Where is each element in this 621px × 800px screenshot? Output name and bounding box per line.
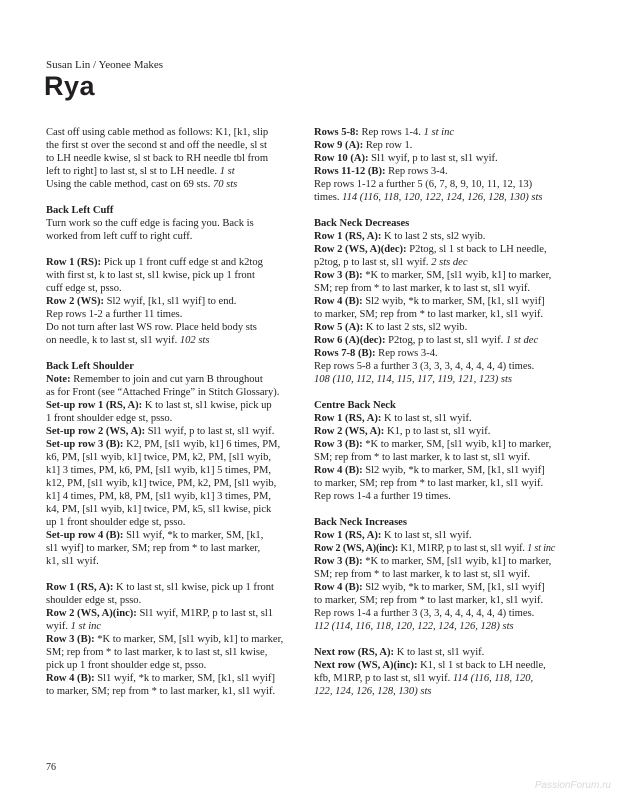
text-run: worked from left cuff to right cuff. [46, 231, 193, 242]
text-line [314, 321, 584, 334]
text-run: cuff edge st, psso. [46, 283, 122, 294]
paragraph-gap [46, 191, 296, 204]
text-run: with first st, k to last st, sl1 kwise, pick up 1 front [46, 270, 255, 281]
instruction-paragraph [46, 126, 296, 191]
text-run: Do not turn after last WS row. Place held body sts [46, 322, 257, 333]
row-label: Next row (RS, A): [314, 647, 397, 658]
text-run: Sl2 wyib, *k to marker, SM, [k1, sl1 wyif] [365, 296, 545, 307]
text-line [314, 152, 584, 165]
text-line [46, 555, 296, 568]
text-run: on needle, k to last st, sl1 wyif. [46, 335, 180, 346]
text-line [314, 230, 584, 243]
text-run: SM; rep from * to last marker, k to last st, sl1 wyif. [314, 569, 531, 580]
text-run: shoulder edge st, psso. [46, 595, 142, 606]
instruction-paragraph [314, 529, 584, 633]
instruction-paragraph [46, 373, 296, 568]
row-label: Row 2 (WS, A): [314, 426, 387, 437]
row-label: Row 1 (RS, A): [314, 231, 385, 242]
text-line [314, 191, 584, 204]
text-line [46, 477, 296, 490]
text-line [314, 425, 584, 438]
row-label: Row 4 (B): [314, 465, 366, 476]
text-line [46, 230, 296, 243]
text-run: K to last st, sl1 kwise, pick up 1 front [116, 582, 274, 593]
text-line [314, 451, 584, 464]
text-run: Sl2 wyib, *k to marker, SM, [k1, sl1 wyif] [365, 465, 545, 476]
text-run: K to last st, sl1 wyif. [384, 413, 472, 424]
text-run: Sl1 wyif, *k to marker, SM, [k1, [126, 530, 264, 541]
text-run: K to last st, sl1 wyif. [384, 530, 472, 541]
row-label: Set-up row 1 (RS, A): [46, 400, 145, 411]
text-run: to marker, SM; rep from * to last marker, k1, sl1 wyif. [314, 309, 544, 320]
row-label: Row 4 (B): [46, 673, 98, 684]
text-run: *K to marker, SM, [sl1 wyib, k1] to marker, [365, 270, 552, 281]
stitch-count: 102 sts [179, 335, 210, 346]
text-run: SM; rep from * to last marker, k to last st, sl1 wyif. [314, 452, 531, 463]
page-number: 76 [46, 762, 56, 773]
text-run: P2tog, p to last st, sl1 wyif. [388, 335, 506, 346]
text-run: Rep rows 1-4. [361, 127, 424, 138]
text-line [314, 477, 584, 490]
text-line [46, 256, 296, 269]
text-line [46, 594, 296, 607]
row-label: Set-up row 2 (WS, A): [46, 426, 148, 437]
text-line [314, 256, 584, 269]
row-label: Row 3 (B): [314, 439, 366, 450]
section-heading: Back Left Cuff [46, 205, 114, 216]
paragraph-gap [314, 204, 584, 217]
text-run: Rep rows 5-8 a further 3 (3, 3, 3, 4, 4, 4, 4, 4) times. [314, 361, 535, 372]
text-line [46, 633, 296, 646]
text-run: K1, sl 1 st back to LH needle, [420, 660, 546, 671]
text-run: K to last 2 sts, sl2 wyib. [365, 322, 468, 333]
stitch-count: 122, 124, 126, 128, 130) sts [314, 686, 432, 697]
text-line [314, 139, 584, 152]
text-run: k4, PM, [sl1 wyib, k1] twice, PM, k5, sl1 kwise, pick [46, 504, 272, 515]
right-column [314, 126, 584, 698]
text-line [46, 672, 296, 685]
stitch-count: 114 (116, 118, 120, [452, 673, 534, 684]
text-line [46, 646, 296, 659]
row-label: Row 2 (WS, A)(inc): [46, 608, 140, 619]
text-line [46, 178, 296, 191]
text-line [46, 542, 296, 555]
text-run: *K to marker, SM, [sl1 wyib, k1] to marker, [97, 634, 284, 645]
text-line [46, 503, 296, 516]
stitch-count: 1 st dec [505, 335, 539, 346]
text-line [46, 269, 296, 282]
text-line [314, 295, 584, 308]
text-line [314, 555, 584, 568]
text-run: k6, PM, [sl1 wyib, k1] twice, PM, k2, PM, [sl1 wyib, [46, 452, 272, 463]
row-label: Set-up row 3 (B): [46, 439, 127, 450]
section-heading: Back Neck Increases [314, 517, 407, 528]
left-column [46, 126, 296, 698]
text-run: to LH needle kwise, sl st back to RH needle tbl from [46, 153, 269, 164]
text-line [314, 568, 584, 581]
row-label: Next row (WS, A)(inc): [314, 660, 421, 671]
text-run: Turn work so the cuff edge is facing you. Back is [46, 218, 254, 229]
text-line [46, 217, 296, 230]
text-run: k1, sl1 wyif. [46, 556, 99, 567]
text-run: times. [314, 192, 343, 203]
paragraph-gap [46, 568, 296, 581]
row-label: Row 2 (WS, A)(inc): [314, 543, 401, 554]
text-run: K to last 2 sts, sl2 wyib. [384, 231, 486, 242]
text-line [46, 490, 296, 503]
text-run: k1] 3 times, PM, k6, PM, [sl1 wyib, k1] 5 times, PM, [46, 465, 272, 476]
text-run: Sl2 wyib, *k to marker, SM, [k1, sl1 wyif] [365, 582, 545, 593]
stitch-count: 1 st inc [423, 127, 455, 138]
row-label: Note: [46, 374, 74, 385]
text-run: Sl2 wyif, [k1, sl1 wyif] to end. [106, 296, 237, 307]
instruction-paragraph [46, 256, 296, 347]
text-line [46, 425, 296, 438]
section-heading: Centre Back Neck [314, 400, 396, 411]
text-line [314, 490, 584, 503]
row-label: Row 2 (WS): [46, 296, 107, 307]
text-run: Sl1 wyif, p to last st, sl1 wyif. [371, 153, 498, 164]
text-line [46, 139, 296, 152]
text-line [314, 360, 584, 373]
row-label: Rows 7-8 (B): [314, 348, 379, 359]
text-run: Sl1 wyif, p to last st, sl1 wyif. [147, 426, 275, 437]
text-run: Rep rows 1-4 a further 3 (3, 3, 4, 4, 4, 4, 4, 4) times. [314, 608, 535, 619]
instruction-paragraph [46, 217, 296, 243]
text-run: Rep rows 3-4. [378, 348, 438, 359]
text-run: K1, M1RP, p to last st, sl1 wyif. [400, 543, 528, 554]
row-label: Row 4 (B): [314, 296, 366, 307]
row-label: Row 3 (B): [46, 634, 98, 645]
text-run: *K to marker, SM, [sl1 wyib, k1] to marker, [365, 556, 552, 567]
text-line [314, 646, 584, 659]
row-label: Row 10 (A): [314, 153, 372, 164]
text-run: SM; rep from * to last marker, k to last st, sl1 kwise, [46, 647, 268, 658]
row-label: Row 3 (B): [314, 270, 366, 281]
stitch-count: 108 (110, 112, 114, 115, 117, 119, 121, 123) sts [314, 374, 513, 385]
instruction-paragraph [314, 230, 584, 386]
text-line [314, 269, 584, 282]
text-line [46, 685, 296, 698]
text-run: K to last st, sl1 wyif. [396, 647, 485, 658]
text-line [46, 529, 296, 542]
text-run: Rep rows 1-12 a further 5 (6, 7, 8, 9, 10, 11, 12, 13) [314, 179, 533, 190]
text-line [314, 438, 584, 451]
text-run: K to last st, sl1 kwise, pick up [144, 400, 272, 411]
text-run: to marker, SM; rep from * to last marker, k1, sl1 wyif. [46, 686, 276, 697]
row-label: Row 5 (A): [314, 322, 366, 333]
section-heading: Back Neck Decreases [314, 218, 410, 229]
text-run: the first st over the second st and off the needle, sl st [46, 140, 267, 151]
text-run: Rep rows 1-2 a further 11 times. [46, 309, 183, 320]
text-run: K1, p to last st, sl1 wyif. [386, 426, 491, 437]
text-run: Rep row 1. [365, 140, 413, 151]
text-run: k12, PM, [sl1 wyib, k1] twice, PM, k2, PM, [sl1 wyib, [46, 478, 277, 489]
text-line [314, 165, 584, 178]
text-line [46, 659, 296, 672]
text-line [46, 620, 296, 633]
text-run: Sl1 wyif, M1RP, p to last st, sl1 [139, 608, 274, 619]
text-line [46, 295, 296, 308]
text-line [46, 386, 296, 399]
row-label: Row 9 (A): [314, 140, 366, 151]
text-line [314, 659, 584, 672]
text-line [46, 451, 296, 464]
text-run: up 1 front shoulder edge st, psso. [46, 517, 186, 528]
instruction-paragraph [314, 646, 584, 698]
text-line [314, 529, 584, 542]
row-label: Rows 5-8: [314, 127, 362, 138]
text-line [46, 152, 296, 165]
page-title: Rya [44, 71, 96, 101]
text-line [46, 334, 296, 347]
text-line [46, 399, 296, 412]
stitch-count: 1 st inc [527, 543, 556, 554]
row-label: Row 4 (B): [314, 582, 366, 593]
text-line [314, 412, 584, 425]
paragraph-gap [46, 243, 296, 256]
text-run: K2, PM, [sl1 wyib, k1] 6 times, PM, [126, 439, 281, 450]
text-line [314, 672, 584, 685]
row-label: Row 3 (B): [314, 556, 366, 567]
text-line [46, 464, 296, 477]
row-label: Row 2 (WS, A)(dec): [314, 244, 410, 255]
paragraph-gap [314, 633, 584, 646]
text-line [314, 607, 584, 620]
row-label: Row 1 (RS): [46, 257, 104, 268]
text-line [46, 412, 296, 425]
stitch-count: 114 (116, 118, 120, 122, 124, 126, 128, 130) sts [342, 192, 543, 203]
stitch-count: 112 (114, 116, 118, 120, 122, 124, 126, 128) sts [314, 621, 514, 632]
text-line [314, 581, 584, 594]
text-line [314, 282, 584, 295]
instruction-paragraph [46, 581, 296, 698]
row-label: Row 6 (A)(dec): [314, 335, 389, 346]
instruction-paragraph [314, 126, 584, 204]
text-run: Remember to join and cut yarn B throughout [73, 374, 263, 385]
text-line [314, 464, 584, 477]
text-run: left to right] to last st, sl st to LH needle. [46, 166, 220, 177]
text-run: Using the cable method, cast on 69 sts. [46, 179, 213, 190]
text-run: SM; rep from * to last marker, k to last st, sl1 wyif. [314, 283, 531, 294]
text-run: 1 front shoulder edge st, psso. [46, 413, 173, 424]
stitch-count: 1 st inc [70, 621, 102, 632]
text-run: to marker, SM; rep from * to last marker, k1, sl1 wyif. [314, 478, 544, 489]
section-heading: Back Left Shoulder [46, 361, 134, 372]
instruction-paragraph [314, 412, 584, 503]
text-line [314, 178, 584, 191]
text-line [314, 126, 584, 139]
text-run: P2tog, sl 1 st back to LH needle, [409, 244, 547, 255]
text-line [314, 542, 584, 555]
text-run: to marker, SM; rep from * to last marker, k1, sl1 wyif. [314, 595, 544, 606]
text-line [314, 347, 584, 360]
text-run: Rep rows 3-4. [388, 166, 448, 177]
text-line [46, 126, 296, 139]
text-run: sl1 wyif] to marker, SM; rep from * to last marker, [46, 543, 261, 554]
text-line [314, 685, 584, 698]
text-run: Cast off using cable method as follows: K1, [k1, slip [46, 127, 269, 138]
page-header: Susan Lin / Yeonee Makes [46, 59, 164, 71]
text-line [46, 516, 296, 529]
paragraph-gap [314, 503, 584, 516]
row-label: Row 1 (RS, A): [314, 530, 385, 541]
text-run: p2tog, p to last st, sl1 wyif. [314, 257, 432, 268]
text-line [314, 620, 584, 633]
text-run: k1] 4 times, PM, k8, PM, [sl1 wyib, k1] 3 times, PM, [46, 491, 272, 502]
row-label: Row 1 (RS, A): [314, 413, 385, 424]
text-line [314, 243, 584, 256]
text-line [46, 581, 296, 594]
text-line [46, 607, 296, 620]
text-line [46, 282, 296, 295]
text-line [46, 438, 296, 451]
row-label: Set-up row 4 (B): [46, 530, 127, 541]
paragraph-gap [314, 386, 584, 399]
text-run: kfb, M1RP, p to last st, sl1 wyif. [314, 673, 453, 684]
text-line [46, 165, 296, 178]
text-line [46, 373, 296, 386]
row-label: Rows 11-12 (B): [314, 166, 389, 177]
text-run: wyif. [46, 621, 71, 632]
stitch-count: 1 st [219, 166, 235, 177]
text-run: Rep rows 1-4 a further 19 times. [314, 491, 451, 502]
text-line [46, 321, 296, 334]
text-run: *K to marker, SM, [sl1 wyib, k1] to marker, [365, 439, 552, 450]
stitch-count: 70 sts [212, 179, 238, 190]
text-line [46, 308, 296, 321]
text-run: Sl1 wyif, *k to marker, SM, [k1, sl1 wyif] [97, 673, 275, 684]
text-line [314, 308, 584, 321]
text-run: as for Front (see “Attached Fringe” in Stitch Glossary). [46, 387, 280, 398]
text-line [314, 594, 584, 607]
text-run: pick up 1 front shoulder edge st, psso. [46, 660, 207, 671]
text-line [314, 334, 584, 347]
paragraph-gap [46, 347, 296, 360]
row-label: Row 1 (RS, A): [46, 582, 117, 593]
text-run: Pick up 1 front cuff edge st and k2tog [103, 257, 263, 268]
stitch-count: 2 sts dec [431, 257, 468, 268]
text-line [314, 373, 584, 386]
watermark: PassionForum.ru [534, 780, 611, 791]
